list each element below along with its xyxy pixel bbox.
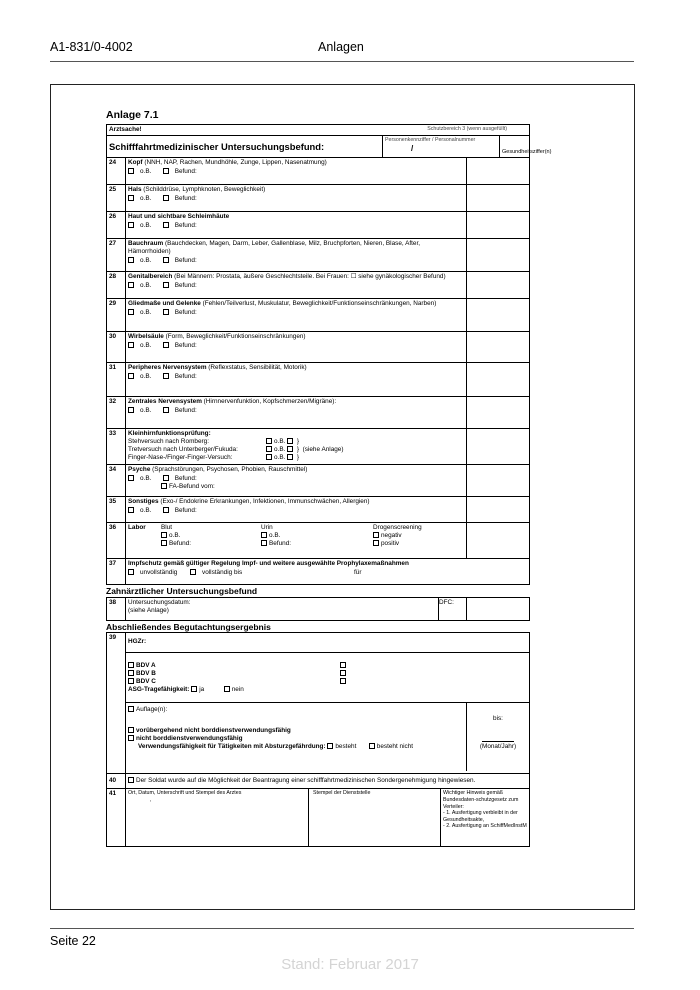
besteht-label: besteht [335,743,357,751]
befund-label: Befund: [174,507,197,515]
labor-title: Labor [128,524,146,532]
row-number: 39 [107,633,126,773]
main-title: Schifffahrtmedizinischer Untersuchungsbefund: [107,136,383,157]
ob-label: o.B. [140,475,152,483]
page-number: Seite 22 [50,934,96,948]
checkbox-befund[interactable] [163,222,169,228]
row-30 [107,331,529,362]
befund-label: Befund: [174,309,197,317]
ob-label: o.B. [140,407,152,415]
row-title: Impfschutz gemäß gültiger Regelung Impf- und weitere ausgewählte Prophylaxemaßnahmen [128,560,409,568]
befund-label: Befund: [174,373,197,381]
auflage-label: Auflage(n): [136,706,168,714]
ob-label: o.B. [274,438,286,446]
row-31 [107,362,529,396]
bdv-c-label: BDV C [136,678,156,686]
befund-label: Befund: [269,540,292,548]
row-detail: (Exo-/ Endokrine Erkrankungen, Infektionen, Immunschwächen, Allergien) [158,498,370,506]
checkbox[interactable] [287,438,293,444]
row-number: 25 [107,185,126,211]
vorueber-label: vorübergehend nicht borddienstverwendungsfähig [136,727,291,735]
nein-label: nein [231,686,244,694]
ob-label: o.B. [140,282,152,290]
title-row [107,135,552,157]
row-40 [107,773,529,788]
row-title: Kleinhirnfunktionsprüfung: [128,430,211,438]
row-title: Peripheres Nervensystem [128,364,207,372]
abschluss-heading: Abschließendes Begutachtungsergebnis [106,621,271,632]
row-detail: (Form, Beweglichkeit/Funktionseinschränkungen) [163,333,306,341]
row-title: Psyche [128,466,151,474]
row-title: Wirbelsäule [128,333,164,341]
negativ-label: negativ [381,532,402,540]
anlage-title: Anlage 7.1 [106,109,159,121]
befund-label: Befund: [174,407,197,415]
befund-label: Befund: [169,540,192,548]
checkbox-ob[interactable] [128,475,134,481]
row-number: 29 [107,299,126,331]
siehe-anlage: (siehe Anlage) [302,446,344,454]
ja-label: ja [199,686,205,694]
unvoll-label: unvollständig [140,569,178,577]
row-number: 31 [107,363,126,396]
blut-label: Blut [161,524,173,532]
befund-label: Befund: [174,282,197,290]
checkbox-ob[interactable] [128,373,134,379]
checkbox-befund[interactable] [163,507,169,513]
besteht-nicht-label: besteht nicht [376,743,414,751]
befund-label: Befund: [174,342,197,350]
befund-label: Befund: [174,195,197,203]
doc-id: A1-831/0-4002 [50,40,133,54]
test-finger-nase: Finger-Nase-/Finger-Finger-Versuch: [128,454,233,462]
row-title: Gliedmaße und Gelenke [128,300,201,308]
datenschutz-hinweis: Wichtiger Hinweis gemäß Bundesdaten-schutzgesetz zum Verteiler: [443,790,519,810]
row-32 [107,396,529,428]
befund-label: Befund: [174,168,197,176]
checkbox-bdv-a[interactable] [128,662,134,668]
row-detail: (NNH, NAP, Rachen, Mundhöhle, Zunge, Lippen, Nasenatmung) [142,159,327,167]
row-detail: (Bei Männern: Prostata, äußere Geschlechtsteile. Bei Frauen: ☐ siehe gynäkologischer Befund) [172,273,446,281]
row-number: 30 [107,332,126,362]
row-number: 34 [107,465,126,496]
hgzr-label: HGZr: [126,633,529,653]
hinweis-text: Der Soldat wurde auf die Möglichkeit der Beantragung einer schifffahrtmedizinischen Sondergenehmigung hingewiesen. [136,777,476,785]
checkbox-befund[interactable] [163,407,169,413]
checkbox-bdv-b[interactable] [128,670,134,676]
checkbox-befund[interactable] [163,282,169,288]
checkbox-ob[interactable] [128,407,134,413]
row-number: 40 [107,774,126,788]
checkbox[interactable] [373,540,379,546]
row-number: 41 [107,789,126,846]
ob-label: o.B. [269,532,281,540]
checkbox-befund[interactable] [163,257,169,263]
checkbox[interactable] [340,662,346,668]
siehe-anlage: (siehe Anlage) [128,606,169,614]
row-number: 32 [107,397,126,428]
checkbox[interactable] [128,569,134,575]
checkbox[interactable] [161,532,167,538]
voll-label: vollständig bis [202,569,243,577]
checkbox[interactable] [266,454,272,460]
row-number: 24 [107,158,126,184]
row-28 [107,271,529,298]
checkbox[interactable] [266,446,272,452]
schutzbereich-label: Schutzbereich 3 (wenn ausgefüllt) [427,126,507,133]
ob-label: o.B. [140,309,152,317]
ob-label: o.B. [274,454,286,462]
bis-line [482,741,514,742]
test-unterberger: Tretversuch nach Unterberger/Fukuda: [128,446,238,454]
checkbox-befund[interactable] [163,195,169,201]
checkbox-ob[interactable] [128,342,134,348]
row-35 [107,496,529,522]
checkbox-ja[interactable] [191,686,197,692]
row-detail: (Reflexstatus, Sensibilität, Motorik) [206,364,307,372]
zahn-heading: Zahnärztlicher Untersuchungsbefund [106,586,258,597]
row-number: 36 [107,523,126,558]
row-27 [107,238,529,271]
checkbox-ob[interactable] [128,195,134,201]
form-anlage-7-1 [106,109,552,847]
row-number: 33 [107,429,126,464]
ob-label: o.B. [140,195,152,203]
bdv-a-label: BDV A [136,662,156,670]
fuer-label: für [354,569,362,577]
checkbox-vorueber[interactable] [128,727,134,733]
checkbox[interactable] [161,540,167,546]
row-title: Genitalbereich [128,273,173,281]
row-number: 38 [107,598,126,620]
header-rule [50,61,634,62]
row-title: Bauchraum [128,240,164,248]
stempel-label: Stempel der Dienststelle [309,789,441,846]
checkbox-ob[interactable] [128,507,134,513]
row-26 [107,211,529,238]
checkbox[interactable] [261,532,267,538]
checkbox-befund[interactable] [163,475,169,481]
ob-label: o.B. [140,257,152,265]
pk-slash: / [411,143,414,153]
gz-label: Gesundheitsziffer(n) [502,149,552,156]
pk-label: Personenkennziffer / Personalnummer [385,137,476,144]
ob-label: o.B. [140,222,152,230]
ob-label: o.B. [274,446,286,454]
checkbox-nein[interactable] [224,686,230,692]
drogen-label: Drogenscreening [373,524,422,532]
bis-label: bis: [493,715,503,723]
fa-label: FA-Befund vom: [169,483,215,491]
comma-mark: , [150,796,152,803]
footer-rule [50,928,634,929]
checkbox-ob[interactable] [128,309,134,315]
row-title: Haut und sichtbare Schleimhäute [128,213,230,221]
row-title: Zentrales Nervensystem [128,398,202,406]
checkbox-fa[interactable] [161,483,167,489]
checkbox-nicht[interactable] [128,735,134,741]
positiv-label: positiv [381,540,400,548]
arztsache-label: Arztsache! [109,126,142,134]
absturz-label: Verwendungsfähigkeit für Tätigkeiten mit Absturzgefährdung: [138,743,326,751]
checkbox-befund[interactable] [163,309,169,315]
checkbox[interactable] [190,569,196,575]
row-detail: (Bauchdecken, Magen, Darm, Leber, Gallenblase, Milz, Bruchpforten, Nieren, Blase, After, Hämorrhoiden) [128,240,420,256]
checkbox-ob[interactable] [128,257,134,263]
ob-label: o.B. [140,507,152,515]
row-33: 33 Kleinhirnfunktionsprüfung: Stehversuch nach Romberg: Tretversuch nach Unterberger/Fukuda: Finger-Nase-/Finger-Finger-Versuch: o.B. } o.B. } (siehe Anlage) o.B. } [107,428,529,464]
checkbox-befund[interactable] [163,373,169,379]
arztsache-row [107,125,529,135]
row-29 [107,298,529,331]
row-24 [107,157,529,184]
checkbox[interactable] [340,670,346,676]
ort-label: Ort, Datum, Unterschrift und Stempel des Arztes [128,790,242,797]
row-detail: (Hirnnervenfunktion, Kopfschmerzen/Migräne): [201,398,337,406]
row-title: Hals [128,186,142,194]
monat-label: (Monat/Jahr) [479,743,517,751]
row-25 [107,184,529,211]
row-title: Kopf [128,159,143,167]
checkbox-40[interactable] [128,777,134,783]
checkbox-besteht-nicht[interactable] [369,743,375,749]
checkbox[interactable] [266,438,272,444]
header-title: Anlagen [318,40,364,54]
asg-label: ASG-Tragefähigkeit: [128,686,190,694]
checkbox-ob[interactable] [128,168,134,174]
row-detail: (Fehlen/Teilverlust, Muskulatur, Beweglichkeit/Funktionseinschränkungen, Narben) [200,300,437,308]
row-37 [107,558,529,584]
hinweis-2: - 2. Ausfertigung an SchiffMedInstM [443,823,527,830]
form-table [106,124,552,585]
row-detail: (Schilddrüse, Lymphknoten, Beweglichkeit) [141,186,266,194]
hinweis-1: - 1. Ausfertigung verbleibt in der Gesundheitsakte, [443,810,518,823]
stand-watermark: Stand: Februar 2017 [281,956,419,973]
checkbox[interactable] [340,678,346,684]
befund-label: Befund: [174,257,197,265]
row-number: 37 [107,559,126,584]
checkbox-auflage[interactable] [128,706,134,712]
dfc-label: DFC: [439,598,454,606]
ob-label: o.B. [169,532,181,540]
row-41 [107,788,529,846]
befund-label: Befund: [174,475,197,483]
checkbox-ob[interactable] [128,282,134,288]
row-34 [107,464,529,496]
abschluss-table [106,632,530,847]
bdv-b-label: BDV B [136,670,156,678]
row-detail: (Sprachstörungen, Psychosen, Phobien, Rauschmittel) [150,466,308,474]
row-number: 28 [107,272,126,298]
checkbox[interactable] [373,532,379,538]
row-number: 35 [107,497,126,522]
row-number: 27 [107,239,126,271]
checkbox-ob[interactable] [128,222,134,228]
checkbox-besteht[interactable] [327,743,333,749]
checkbox[interactable] [261,540,267,546]
urin-label: Urin [261,524,273,532]
checkbox-befund[interactable] [163,342,169,348]
ob-label: o.B. [140,168,152,176]
ob-label: o.B. [140,373,152,381]
zahn-table [106,597,530,621]
nicht-label: nicht borddienstverwendungsfähig [136,735,243,743]
checkbox-bdv-c[interactable] [128,678,134,684]
checkbox-befund[interactable] [163,168,169,174]
datum-label: Untersuchungsdatum: [128,598,191,606]
checkbox[interactable] [287,446,293,452]
row-36 [107,522,529,558]
row-title: Sonstiges [128,498,159,506]
ob-label: o.B. [140,342,152,350]
befund-label: Befund: [174,222,197,230]
row-number: 26 [107,212,126,238]
checkbox[interactable] [287,454,293,460]
test-romberg: Stehversuch nach Romberg: [128,438,209,446]
